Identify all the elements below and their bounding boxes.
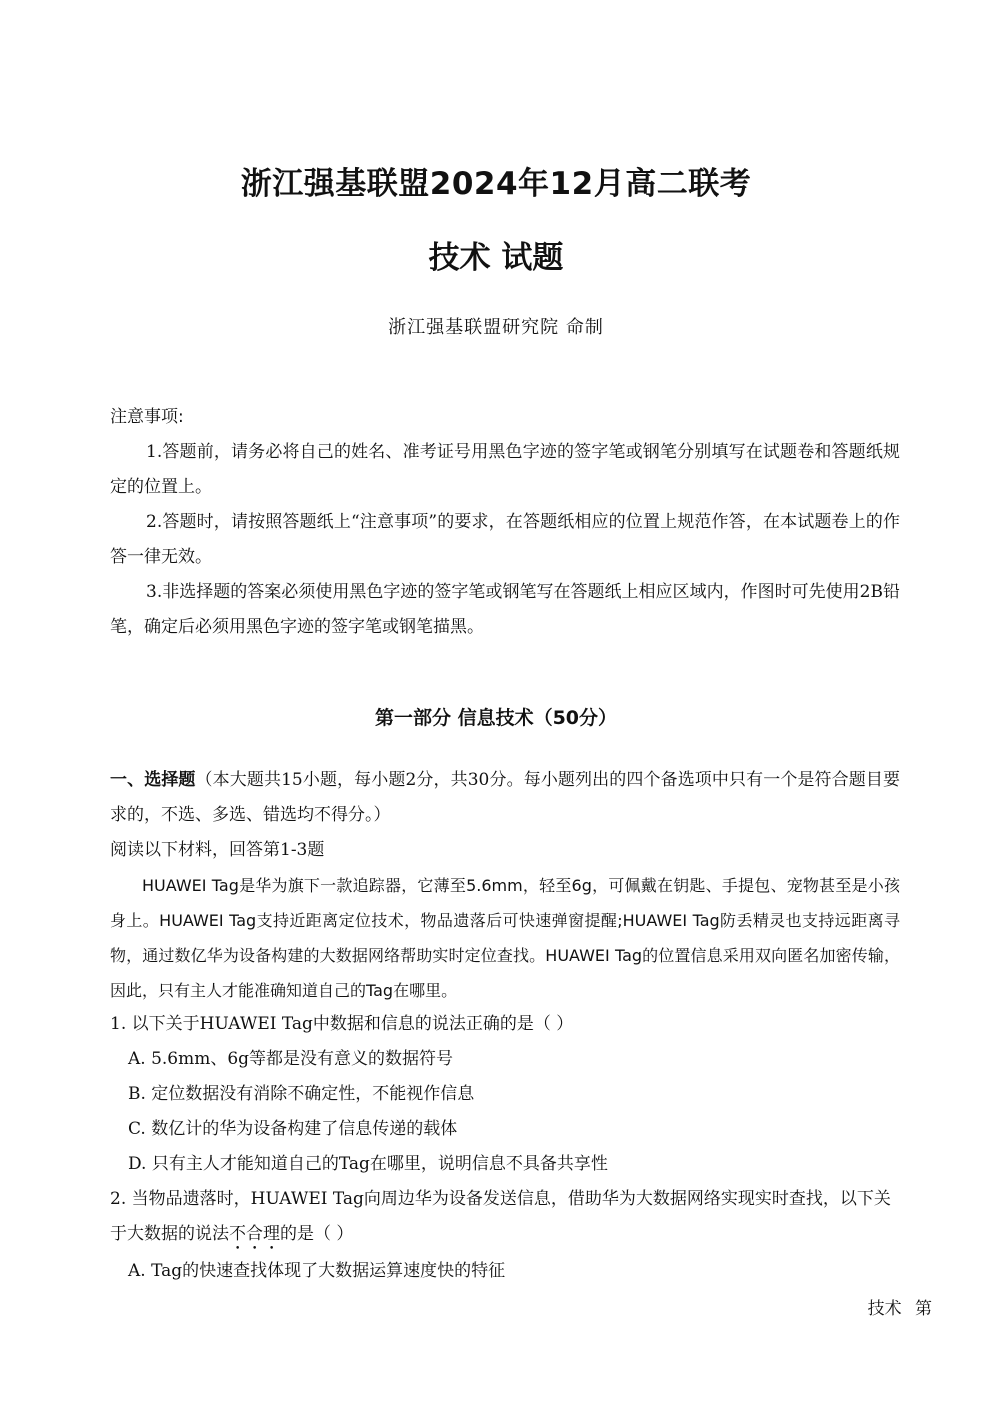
section-description: （本大题共15小题，每小题2分，共30分。每小题列出的四个备选项中只有一个是符合题目要求的，不选、多选、错选均不得分。） — [110, 770, 900, 825]
exam-title: 浙江强基联盟2024年12月高二联考 — [240, 166, 752, 202]
page-footer: 技术 第 — [867, 1299, 932, 1319]
option-d: D. 只有主人才能知道自己的Tag在哪里，说明信息不具备共享性 — [128, 1154, 608, 1174]
notice-item: 1.答题前，请务必将自己的姓名、准考证号用黑色字迹的签字笔或钢笔分别填写在试题卷和答题纸规定的位置上。 — [110, 442, 900, 497]
option-a: A. Tag的快速查找体现了大数据运算速度快的特征 — [128, 1261, 506, 1281]
question-1 — [110, 1007, 900, 1182]
notice-item: 3.非选择题的答案必须使用黑色字迹的签字笔或钢笔写在答题纸上相应区域内，作图时可先使用2B铅笔，确定后必须用黑色字迹的签字笔或钢笔描黑。 — [110, 582, 900, 637]
section-label: 一、选择题 — [110, 770, 196, 790]
notice-list — [110, 435, 900, 645]
option-b: B. 定位数据没有消除不确定性，不能视作信息 — [128, 1084, 475, 1104]
option-c: C. 数亿计的华为设备构建了信息传递的载体 — [128, 1119, 458, 1139]
section-intro — [110, 763, 900, 833]
exam-subtitle: 技术 试题 — [428, 240, 564, 276]
reading-prompt: 阅读以下材料，回答第1-3题 — [110, 840, 325, 860]
stem-text: 的是（ ） — [280, 1224, 354, 1244]
question-list — [110, 1007, 900, 1289]
question-2 — [110, 1182, 900, 1289]
notice-heading: 注意事项: — [110, 407, 184, 427]
reading-passage — [110, 868, 900, 1008]
question-stem — [110, 1182, 900, 1254]
part-heading: 第一部分 信息技术（50分） — [374, 707, 618, 729]
stem-emphasis: 不合理 — [229, 1224, 280, 1244]
stem-text: 2. 当物品遗落时，HUAWEI Tag向周边华为设备发送信息，借助华为大数据网络实现实时查找，以下关于大数据的说法 — [110, 1189, 891, 1244]
option-a: A. 5.6mm、6g等都是没有意义的数据符号 — [128, 1049, 454, 1069]
question-stem: 1. 以下关于HUAWEI Tag中数据和信息的说法正确的是（ ） — [110, 1014, 574, 1034]
exam-author: 浙江强基联盟研究院 命制 — [388, 317, 604, 338]
notice-item: 2.答题时，请按照答题纸上“注意事项”的要求，在答题纸相应的位置上规范作答，在本试题卷上的作答一律无效。 — [110, 512, 900, 567]
passage-text: HUAWEI Tag是华为旗下一款追踪器，它薄至5.6mm，轻至6g，可佩戴在钥匙、手提包、宠物甚至是小孩身上。HUAWEI Tag支持近距离定位技术，物品遗落后可快速弹窗提醒;HUAWEI Tag防丢精灵也支持远距离寻物，通过数亿华为设备构建的大数据网络帮助实时定位查找。HUAWEI Tag的位置信息采用双向匿名加密传输，因此，只有主人才能准确知道自己的Tag在哪里。 — [110, 876, 900, 1000]
